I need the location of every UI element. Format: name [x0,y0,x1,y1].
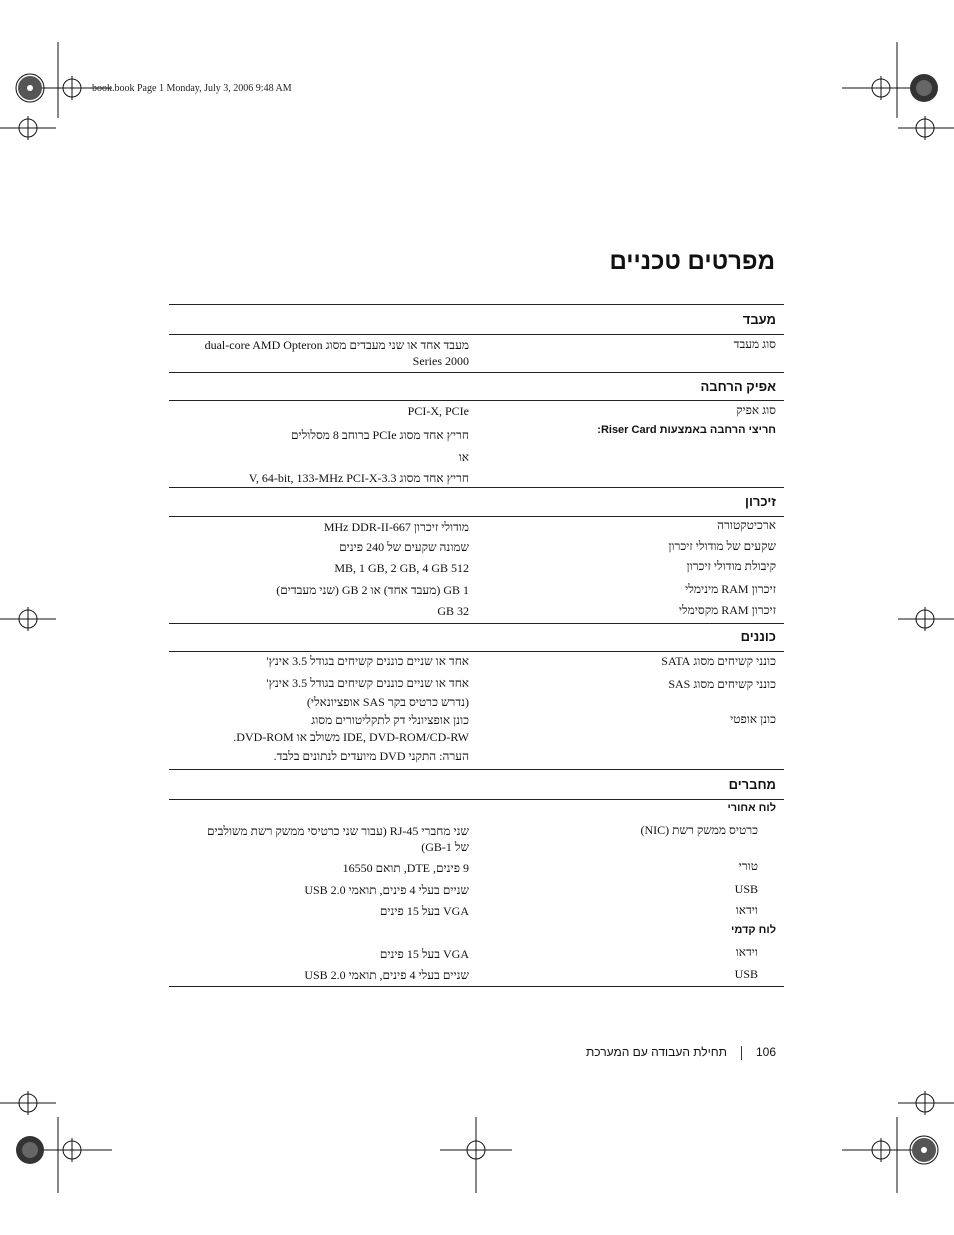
spec-label: כונני קשיחים מסוג SAS [668,677,776,691]
spec-value: שניים בעלי 4 פינים, תואמי USB 2.0 [304,968,469,982]
section-heading-processor: מעבד [742,312,776,327]
page-footer [586,1045,776,1060]
page-title: מפרטים טכניים [609,248,775,275]
spec-value: אחד או שניים כוננים קשיחים בגודל 3.5 אינץ' (נדרש כרטיס בקר SAS אופציונאלי) [266,676,469,709]
section-heading-memory: זיכרון [745,494,776,509]
spec-label: USB [734,882,758,896]
spec-value: מודולי זיכרון 667-MHz DDR-II [323,520,469,534]
drive-note: הערה: התקני DVD מיועדים לנתונים בלבד. [273,749,469,763]
spec-value: חריץ אחד מסוג PCIe ברוחב 8 מסלולים או חריץ אחד מסוג 3.3-V, 64-bit, 133-MHz PCI-X [248,428,469,485]
spec-label: סוג מעבד [733,337,776,351]
spec-label: וידאו [735,945,758,959]
spec-value: שני מחברי RJ-45 (עבור שני כרטיסי ממשק רשת משולבים של 1-GB) [206,824,469,854]
spec-value: 512 MB, 1 GB, 2 GB, 4 GB [334,561,469,575]
spec-value: שניים בעלי 4 פינים, תואמי USB 2.0 [304,883,469,897]
spec-label: סוג אפיק [736,403,776,417]
spec-label: קיבולת מודולי זיכרון [686,559,776,573]
section-divider [169,372,784,373]
section-heading-bus: אפיק הרחבה [700,379,776,394]
spec-label: חריצי הרחבה באמצעות Riser Card: [597,424,776,436]
spec-value: כונן אופציונלי דק לתקליטורים מסוג IDE, DVD-ROM/CD-RW משולב או DVD-ROM. [233,713,469,744]
spec-label: כונן אופטי [730,712,776,726]
spec-label: שקעים של מודולי זיכרון [668,539,776,553]
section-divider [169,986,784,987]
subheading-front-panel: לוח קדמי [731,924,776,936]
spec-value: VGA בעל 15 פינים [379,947,469,961]
subheading-rear-panel: לוח אחורי [727,802,776,814]
spec-label: כרטיס ממשק רשת (NIC) [640,823,758,837]
footer-separator [741,1046,742,1060]
spec-value: 32 GB [437,604,469,618]
spec-value: PCI-X, PCIe [407,404,469,418]
footer-chapter-title: תחילת העבודה עם המערכת [585,1045,727,1059]
section-divider [169,400,784,401]
spec-value: 9 פינים, DTE, תואם 16550 [342,861,469,875]
spec-value: מעבד אחד או שני מעבדים מסוג dual-core AMD Opteron 2000 Series [204,338,469,368]
spec-value: שמונה שקעים של 240 פינים [339,540,469,554]
section-divider [169,516,784,517]
section-divider [169,487,784,488]
section-divider [169,304,784,305]
section-heading-drives: כוננים [740,629,776,644]
section-divider [169,799,784,800]
spec-label: טורי [738,859,758,873]
section-divider [169,769,784,770]
spec-label: זיכרון RAM מינימלי [685,582,776,596]
spec-label: כונני קשיחים מסוג SATA [661,654,776,668]
print-header: book.book Page 1 Monday, July 3, 2006 9:48 AM [92,83,292,94]
section-heading-connectors: מחברים [728,777,776,792]
spec-label: וידאו [735,903,758,917]
spec-value: אחד או שניים כוננים קשיחים בגודל 3.5 אינץ' [266,654,469,668]
spec-value: VGA בעל 15 פינים [379,904,469,918]
spec-label: ארכיטקטורה [717,518,776,532]
spec-value: 1 GB (מעבד אחד) או 2 GB (שני מעבדים) [276,583,469,597]
section-divider [169,334,784,335]
spec-label: USB [734,967,758,981]
section-divider [169,651,784,652]
spec-label: זיכרון RAM מקסימלי [678,603,776,617]
page-number: 106 [755,1045,776,1059]
section-divider [169,623,784,624]
